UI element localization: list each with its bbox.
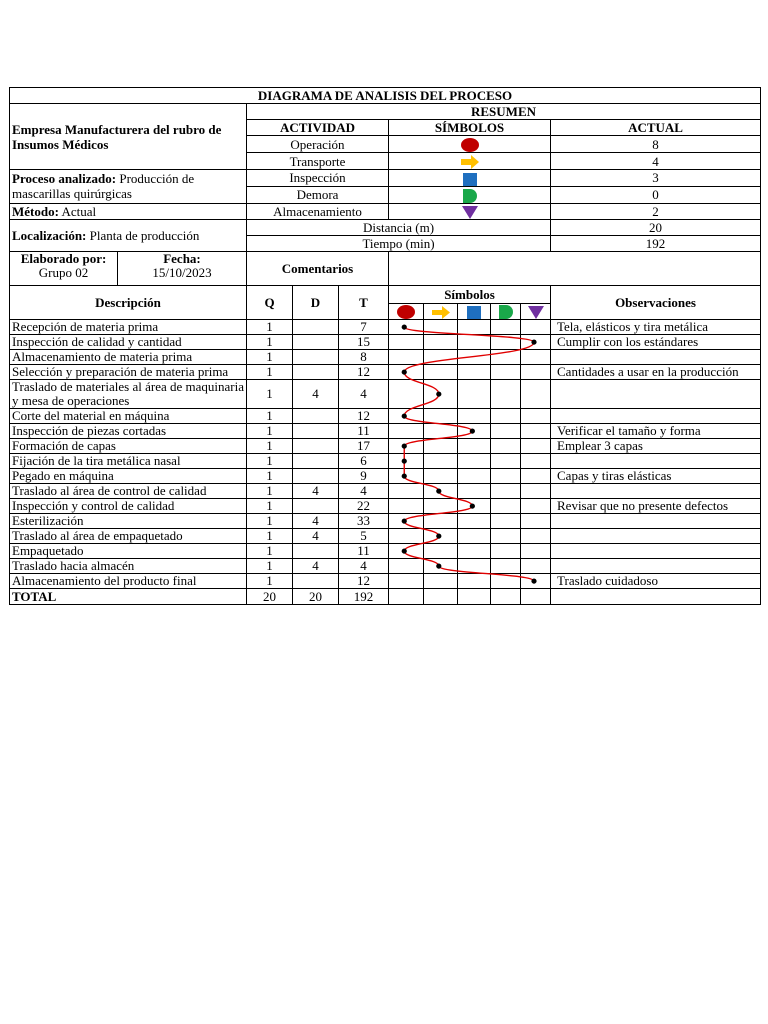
symbol-cell-4 (521, 514, 551, 529)
row-t: 11 (339, 424, 389, 439)
row-d (293, 335, 339, 350)
table-row (10, 529, 761, 544)
symbol-cell-2 (458, 320, 491, 335)
symbol-cell-3 (491, 544, 521, 559)
row-description: Traslado al área de control de calidad (10, 484, 247, 499)
table-row (10, 544, 761, 559)
row-observations: Verificar el tamaño y forma (551, 424, 761, 439)
table-row (10, 514, 761, 529)
location (10, 220, 247, 252)
row-description: Inspección de calidad y cantidad (10, 335, 247, 350)
col-d-header: D (293, 286, 339, 320)
row-d (293, 499, 339, 514)
process-value: Producción de mascarillas quirúrgicas (12, 171, 195, 202)
row-t: 8 (339, 350, 389, 365)
symbol-cell-2 (458, 469, 491, 484)
row-t: 11 (339, 544, 389, 559)
transport-arrow-icon (432, 306, 450, 319)
total-label: TOTAL (10, 589, 247, 605)
row-description: Traslado de materiales al área de maquinaria y mesa de operaciones (10, 380, 247, 409)
symbol-cell-2 (458, 380, 491, 409)
inspection-square-icon (467, 306, 481, 319)
summary-actual-header: ACTUAL (551, 120, 761, 136)
summary-activity-storage: Almacenamiento (247, 203, 389, 220)
row-q: 1 (247, 499, 293, 514)
table-row (10, 454, 761, 469)
row-t: 7 (339, 320, 389, 335)
symbol-cell-2 (458, 335, 491, 350)
storage-triangle-icon (462, 206, 478, 219)
row-d (293, 454, 339, 469)
total-d: 20 (293, 589, 339, 605)
row-q: 1 (247, 350, 293, 365)
symbol-cell-4 (521, 424, 551, 439)
symbol-cell-3 (491, 484, 521, 499)
row-observations (551, 350, 761, 365)
symbol-cell-4 (521, 365, 551, 380)
row-d (293, 424, 339, 439)
symbol-cell-3 (491, 454, 521, 469)
row-d (293, 350, 339, 365)
row-d: 4 (293, 514, 339, 529)
table-row (10, 350, 761, 365)
row-description: Inspección de piezas cortadas (10, 424, 247, 439)
table-row (10, 559, 761, 574)
symbol-cell-1 (424, 365, 458, 380)
symbol-cell-0 (389, 424, 424, 439)
symbol-cell-3 (491, 574, 521, 589)
symbol-cell-0 (389, 335, 424, 350)
comments-header: Comentarios (247, 252, 389, 286)
summary-activity-delay: Demora (247, 186, 389, 203)
row-d (293, 439, 339, 454)
row-d: 4 (293, 559, 339, 574)
symbol-cell-2 (458, 350, 491, 365)
symbol-cell-4 (521, 350, 551, 365)
process-label: Proceso analizado: (12, 171, 117, 187)
delay-d-icon (463, 189, 477, 203)
summary-symbols-header: SÍMBOLOS (389, 120, 551, 136)
symbol-cell-4 (521, 439, 551, 454)
row-d: 4 (293, 484, 339, 499)
row-observations: Traslado cuidadoso (551, 574, 761, 589)
symbol-cell-4 (521, 380, 551, 409)
symbol-cell-2 (458, 454, 491, 469)
symbol-cell-4 (521, 529, 551, 544)
row-observations: Emplear 3 capas (551, 439, 761, 454)
symbol-cell-2 (458, 529, 491, 544)
row-observations (551, 454, 761, 469)
symbol-cell-1 (424, 544, 458, 559)
inspection-square-icon (463, 173, 477, 186)
symbol-cell-3 (491, 335, 521, 350)
header-table (9, 87, 761, 252)
summary-actual-inspection: 3 (551, 170, 761, 187)
prepared-by-label: Elaborado por: (20, 251, 107, 267)
row-t: 12 (339, 365, 389, 380)
summary-activity-header: ACTIVIDAD (247, 120, 389, 136)
row-q: 1 (247, 424, 293, 439)
symbol-cell-1 (424, 499, 458, 514)
symbol-cell-1 (424, 409, 458, 424)
symbol-cell-1 (424, 574, 458, 589)
symbol-cell-1 (424, 380, 458, 409)
row-observations: Cantidades a usar en la producción (551, 365, 761, 380)
transport-arrow-icon (461, 155, 479, 169)
table-row (10, 424, 761, 439)
method-value: Actual (61, 203, 97, 219)
symbol-cell-0 (389, 514, 424, 529)
row-d (293, 365, 339, 380)
table-row (10, 409, 761, 424)
row-d: 4 (293, 529, 339, 544)
row-q: 1 (247, 529, 293, 544)
row-t: 4 (339, 559, 389, 574)
symbol-cell-3 (491, 424, 521, 439)
prepared-by (10, 252, 118, 285)
row-t: 12 (339, 574, 389, 589)
row-observations (551, 409, 761, 424)
row-q: 1 (247, 544, 293, 559)
table-row (10, 365, 761, 380)
symbol-cell-2 (458, 409, 491, 424)
row-observations: Tela, elásticos y tira metálica (551, 320, 761, 335)
row-observations: Capas y tiras elásticas (551, 469, 761, 484)
symbol-cell-1 (424, 320, 458, 335)
row-d (293, 469, 339, 484)
row-description: Esterilización (10, 514, 247, 529)
row-observations: Revisar que no presente defectos (551, 499, 761, 514)
row-q: 1 (247, 365, 293, 380)
symbol-cell-1 (424, 439, 458, 454)
row-d (293, 320, 339, 335)
symbol-cell-0 (389, 469, 424, 484)
row-t: 17 (339, 439, 389, 454)
summary-activity-inspection: Inspección (247, 170, 389, 187)
symbol-cell-4 (521, 469, 551, 484)
row-description: Fijación de la tira metálica nasal (10, 454, 247, 469)
process-analyzed (10, 170, 247, 204)
symbol-cell-1 (424, 335, 458, 350)
row-description: Almacenamiento de materia prima (10, 350, 247, 365)
symbol-cell-2 (458, 439, 491, 454)
symbol-cell-1 (424, 514, 458, 529)
table-row (10, 320, 761, 335)
symbol-cell-0 (389, 439, 424, 454)
summary-activity-operation: Operación (247, 136, 389, 153)
col-q-header: Q (247, 286, 293, 320)
row-t: 5 (339, 529, 389, 544)
row-d (293, 574, 339, 589)
summary-actual-storage: 2 (551, 203, 761, 220)
symbol-cell-3 (491, 365, 521, 380)
table-row (10, 380, 761, 409)
symbol-cell-4 (521, 409, 551, 424)
row-description: Traslado al área de empaquetado (10, 529, 247, 544)
symbol-cell-3 (491, 409, 521, 424)
prepared-by-value: Grupo 02 (38, 265, 89, 281)
symbol-cell-1 (424, 559, 458, 574)
row-observations (551, 514, 761, 529)
col-t-header: T (339, 286, 389, 320)
symbol-cell-3 (491, 350, 521, 365)
summary-actual-operation: 8 (551, 136, 761, 153)
date-label: Fecha: (163, 251, 201, 267)
method-label: Método: (12, 203, 59, 219)
symbol-cell-0 (389, 365, 424, 380)
date-value: 15/10/2023 (152, 265, 212, 281)
summary-time-label: Tiempo (min) (247, 236, 551, 252)
table-row (10, 439, 761, 454)
row-observations (551, 529, 761, 544)
row-description: Traslado hacia almacén (10, 559, 247, 574)
date (118, 252, 246, 285)
symbol-cell-4 (521, 335, 551, 350)
symbol-cell-2 (458, 544, 491, 559)
symbol-cell-1 (424, 350, 458, 365)
table-row (10, 469, 761, 484)
col-observations-header: Observaciones (551, 286, 761, 320)
table-row (10, 335, 761, 350)
row-q: 1 (247, 380, 293, 409)
symbol-cell-0 (389, 380, 424, 409)
row-q: 1 (247, 574, 293, 589)
row-observations (551, 380, 761, 409)
summary-distance-value: 20 (551, 220, 761, 236)
symbol-cell-4 (521, 484, 551, 499)
row-d: 4 (293, 380, 339, 409)
summary-activity-transport: Transporte (247, 153, 389, 170)
symbol-cell-1 (424, 424, 458, 439)
row-t: 6 (339, 454, 389, 469)
process-analysis-sheet (9, 87, 760, 605)
symbol-cell-0 (389, 320, 424, 335)
row-t: 15 (339, 335, 389, 350)
symbol-cell-2 (458, 514, 491, 529)
row-q: 1 (247, 439, 293, 454)
summary-time-value: 192 (551, 236, 761, 252)
symbol-cell-4 (521, 320, 551, 335)
symbol-cell-1 (424, 529, 458, 544)
detail-table (9, 251, 761, 605)
total-t: 192 (339, 589, 389, 605)
symbol-cell-2 (458, 559, 491, 574)
storage-triangle-icon (528, 306, 544, 319)
symbol-cell-2 (458, 499, 491, 514)
row-q: 1 (247, 320, 293, 335)
row-t: 22 (339, 499, 389, 514)
row-description: Formación de capas (10, 439, 247, 454)
method (10, 203, 247, 220)
sheet-title: DIAGRAMA DE ANALISIS DEL PROCESO (10, 88, 761, 104)
symbol-cell-0 (389, 499, 424, 514)
symbol-cell-2 (458, 574, 491, 589)
comments-cell (389, 252, 761, 286)
symbol-cell-3 (491, 439, 521, 454)
symbol-cell-0 (389, 454, 424, 469)
row-description: Selección y preparación de materia prima (10, 365, 247, 380)
symbol-cell-1 (424, 484, 458, 499)
row-t: 12 (339, 409, 389, 424)
symbol-cell-0 (389, 544, 424, 559)
row-q: 1 (247, 454, 293, 469)
row-t: 33 (339, 514, 389, 529)
row-q: 1 (247, 484, 293, 499)
row-observations (551, 544, 761, 559)
symbol-cell-0 (389, 559, 424, 574)
symbol-cell-0 (389, 409, 424, 424)
symbol-cell-4 (521, 499, 551, 514)
row-t: 9 (339, 469, 389, 484)
symbol-cell-1 (424, 454, 458, 469)
row-description: Empaquetado (10, 544, 247, 559)
company-name: Empresa Manufacturera del rubro de Insumos Médicos (10, 104, 247, 170)
symbol-cell-3 (491, 380, 521, 409)
table-row (10, 499, 761, 514)
symbol-cell-2 (458, 484, 491, 499)
symbol-cell-4 (521, 454, 551, 469)
row-t: 4 (339, 484, 389, 499)
table-row (10, 484, 761, 499)
symbol-cell-4 (521, 559, 551, 574)
symbol-cell-0 (389, 529, 424, 544)
row-q: 1 (247, 514, 293, 529)
row-d (293, 544, 339, 559)
row-description: Recepción de materia prima (10, 320, 247, 335)
total-q: 20 (247, 589, 293, 605)
symbol-cell-3 (491, 469, 521, 484)
row-t: 4 (339, 380, 389, 409)
row-description: Pegado en máquina (10, 469, 247, 484)
row-description: Corte del material en máquina (10, 409, 247, 424)
row-description: Almacenamiento del producto final (10, 574, 247, 589)
symbol-cell-3 (491, 559, 521, 574)
row-q: 1 (247, 469, 293, 484)
location-value: Planta de producción (89, 228, 200, 244)
symbol-cell-4 (521, 544, 551, 559)
operation-circle-icon (397, 305, 415, 319)
col-description-header: Descripción (10, 286, 247, 320)
row-q: 1 (247, 559, 293, 574)
row-d (293, 409, 339, 424)
summary-title: RESUMEN (247, 104, 761, 120)
symbol-cell-1 (424, 469, 458, 484)
row-q: 1 (247, 335, 293, 350)
symbol-cell-0 (389, 484, 424, 499)
symbol-cell-4 (521, 574, 551, 589)
delay-d-icon (499, 305, 513, 319)
col-symbols-header: Símbolos (389, 286, 551, 304)
detail-rows (10, 320, 761, 589)
row-observations: Cumplir con los estándares (551, 335, 761, 350)
row-observations (551, 559, 761, 574)
row-q: 1 (247, 409, 293, 424)
row-observations (551, 484, 761, 499)
location-label: Localización: (12, 228, 87, 244)
row-description: Inspección y control de calidad (10, 499, 247, 514)
operation-circle-icon (461, 138, 479, 152)
symbol-cell-3 (491, 499, 521, 514)
symbol-cell-3 (491, 514, 521, 529)
summary-actual-delay: 0 (551, 186, 761, 203)
symbol-cell-0 (389, 574, 424, 589)
symbol-cell-2 (458, 424, 491, 439)
symbol-cell-3 (491, 529, 521, 544)
symbol-cell-0 (389, 350, 424, 365)
symbol-cell-3 (491, 320, 521, 335)
symbol-cell-2 (458, 365, 491, 380)
summary-actual-transport: 4 (551, 153, 761, 170)
summary-distance-label: Distancia (m) (247, 220, 551, 236)
table-row (10, 574, 761, 589)
